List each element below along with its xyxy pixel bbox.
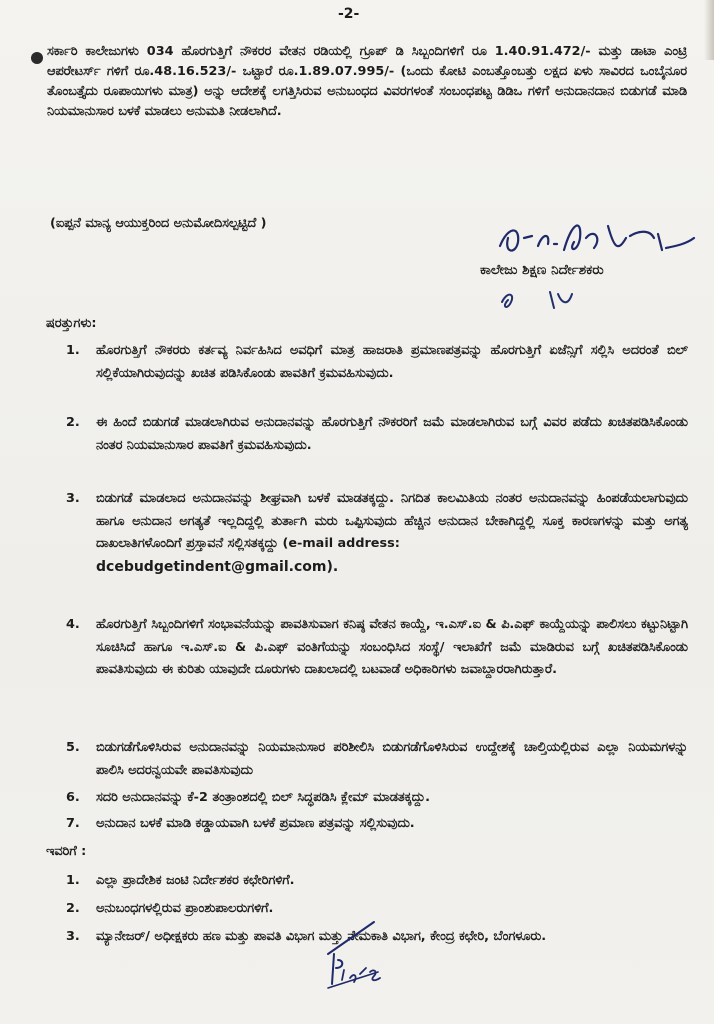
- condition-item: [66, 340, 688, 385]
- approval-note: (ಐಪ್ಪನೆ ಮಾನ್ಯ ಆಯುಕ್ತರಿಂದ ಅನುಮೋದಿಸಲ್ಪಟ್ಟಿದೆ ): [50, 216, 267, 231]
- punch-hole-icon: [31, 52, 43, 64]
- budget-email-link[interactable]: dcebudgetindent@gmail.com).: [96, 558, 339, 575]
- recipient-number: 3.: [66, 929, 80, 944]
- recipient-item: [66, 870, 688, 893]
- condition-text: ಬಿಡುಗಡೆಗೊಳಿಸಿರುವ ಅನುದಾನವನ್ನು ನಿಯಮಾನುಸಾರ ಪರಿಶೀಲಿಸಿ ಬಿಡುಗಡೆಗೊಳಿಸಿರುವ ಉದ್ದೇಶಕ್ಕೆ ಚಾಲ್ತಿಯಲ್ಲಿರುವ ಎಲ್ಲಾ ನಿಯಮಗಳನ್ನು ಪಾಲಿಸಿ ಅದರನ್ವಯವೇ ಪಾವತಿಸುವುದು: [96, 740, 688, 778]
- recipient-number: 2.: [66, 901, 80, 916]
- condition-number: 4.: [66, 617, 80, 632]
- order-paragraph: ಸರ್ಕಾರಿ ಕಾಲೇಜುಗಳು 034 ಹೊರಗುತ್ತಿಗೆ ನೌಕರರ ವೇತನ ರಡಿಯಲ್ಲಿ ಗ್ರೂಪ್ ಡಿ ಸಿಬ್ಬಂದಿಗಳಿಗೆ ರೂ 1.40.91.472/- ಮತ್ತು ಡಾಟಾ ಎಂಟ್ರಿ ಆಪರೇಟರ್ಸ್ ಗಳಿಗೆ ರೂ.48.16.523/- ಒಟ್ಟಾರೆ ರೂ.1.89.07.995/- (ಒಂದು ಕೋಟಿ ಎಂಬತ್ತೊಂಬತ್ತು ಲಕ್ಷದ ಏಳು ಸಾವಿರದ ಒಂಬೈನೂರ ತೊಂಬತ್ತೈದು ರೂಪಾಯಿಗಳು ಮಾತ್ರ) ಅನ್ನು ಆದೇಶಕ್ಕೆ ಲಗತ್ತಿಸಿರುವ ಅನುಬಂಧದ ವಿವರಗಳಂತೆ ಸಂಬಂಧಪಟ್ಟ ಡಿಡಿಒ ಗಳಿಗೆ ಅನುದಾನದಾನ ಬಿಡುಗಡೆ ಮಾಡಿ ನಿಯಮಾನುಸಾರ ಬಳಕೆ ಮಾಡಲು ಅನುಮತಿ ನೀಡಲಾಗಿದೆ.: [47, 44, 687, 119]
- page-edge-shadow: [704, 0, 714, 60]
- condition-number: 7.: [66, 816, 80, 831]
- condition-item: [66, 813, 688, 836]
- signatory-designation: ಕಾಲೇಜು ಶಿಕ್ಷಣ ನಿರ್ದೇಶಕರು: [480, 262, 604, 278]
- director-signature-icon: [490, 208, 700, 268]
- conditions-heading: ಷರತ್ತುಗಳು:: [46, 316, 97, 331]
- recipient-text: ಅನುಬಂಧಗಳಲ್ಲಿರುವ ಪ್ರಾಂಶುಪಾಲರುಗಳಿಗೆ.: [96, 901, 274, 916]
- recipient-text: ಎಲ್ಲಾ ಪ್ರಾದೇಶಿಕ ಜಂಟಿ ನಿರ್ದೇಶಕರ ಕಛೇರಿಗಳಿಗೆ.: [96, 873, 295, 888]
- condition-item: [66, 488, 688, 579]
- condition-number: 1.: [66, 343, 80, 358]
- page-number: -2-: [338, 6, 360, 22]
- initials-mark-icon: [496, 284, 586, 314]
- condition-item: [66, 412, 688, 457]
- condition-number: 5.: [66, 740, 80, 755]
- condition-text: ಅನುದಾನ ಬಳಕೆ ಮಾಡಿ ಕಡ್ಡಾಯವಾಗಿ ಬಳಕೆ ಪ್ರಮಾಣ ಪತ್ರವನ್ನು ಸಲ್ಲಿಸುವುದು.: [96, 816, 415, 831]
- dated-initials-icon: [318, 914, 398, 994]
- recipients-heading: ಇವರಿಗೆ :: [46, 844, 87, 859]
- condition-text: ಸದರಿ ಅನುದಾನವನ್ನು ಕೆ-2 ತಂತ್ರಾಂಶದಲ್ಲಿ ಬಿಲ್ ಸಿದ್ಧಪಡಿಸಿ ಕ್ಲೇಮ್ ಮಾಡತಕ್ಕದ್ದು.: [96, 790, 431, 805]
- recipient-text: ಮ್ಯಾನೇಜರ್/ ಅಧೀಕ್ಷಕರು ಹಣ ಮತ್ತು ಪಾವತಿ ವಿಭಾಗ ಮತ್ತು ನೇಮಕಾತಿ ವಿಭಾಗ, ಕೇಂದ್ರ ಕಛೇರಿ, ಬೆಂಗಳೂರು.: [96, 929, 547, 944]
- condition-item: [66, 737, 688, 782]
- condition-text: [96, 488, 688, 579]
- recipient-number: 1.: [66, 873, 80, 888]
- condition-item: [66, 614, 688, 682]
- condition-text: ಹೊರಗುತ್ತಿಗೆ ಸಿಬ್ಬಂದಿಗಳಿಗೆ ಸಂಭಾವನೆಯನ್ನು ಪಾವತಿಸುವಾಗ ಕನಿಷ್ಠ ವೇತನ ಕಾಯ್ದೆ, ಇ.ಎಸ್.ಐ & ಪಿ.ಎಫ್ ಕಾಯ್ದೆಯನ್ನು ಪಾಲಿಸಲು ಕಟ್ಟುನಿಟ್ಟಾಗಿ ಸೂಚಿಸಿದೆ ಹಾಗೂ ಇ.ಎಸ್.ಐ & ಪಿ.ಎಫ್ ವಂತಿಗೆಯನ್ನು ಸಂಬಂಧಿಸಿದ ಸಂಸ್ಥೆ/ ಇಲಾಖೆಗೆ ಜಮೆ ಮಾಡಿರುವ ಬಗ್ಗೆ ಖಚಿತಪಡಿಸಿಕೊಂಡು ಪಾವತಿಸುವುದು ಈ ಕುರಿತು ಯಾವುದೇ ದೂರುಗಳು ದಾಖಲಾದಲ್ಲಿ ಬಟವಾಡೆ ಅಧಿಕಾರಿಗಳು ಜವಾಬ್ದಾರರಾಗಿರುತ್ತಾರೆ.: [96, 617, 688, 677]
- condition-number: 6.: [66, 790, 80, 805]
- condition-text-body: ಬಿಡುಗಡೆ ಮಾಡಲಾದ ಅನುದಾನವನ್ನು ಶೀಘ್ರವಾಗಿ ಬಳಕೆ ಮಾಡತಕ್ಕದ್ದು. ನಿಗದಿತ ಕಾಲಮಿತಿಯ ನಂತರ ಅನುದಾನವನ್ನು ಹಿಂಪಡೆಯಲಾಗುವುದು ಹಾಗೂ ಅನುದಾನ ಅಗತ್ಯತೆ ಇಲ್ಲದಿದ್ದಲ್ಲಿ ತುರ್ತಾಗಿ ಮರು ಒಪ್ಪಿಸುವುದು ಹೆಚ್ಚಿನ ಅನುದಾನ ಬೇಕಾಗಿದ್ದಲ್ಲಿ ಸೂಕ್ತ ಕಾರಣಗಳನ್ನು ಮತ್ತು ಅಗತ್ಯ ದಾಖಲಾತಿಗಳೊಂದಿಗೆ ಪ್ರಸ್ತಾವನೆ ಸಲ್ಲಿಸತಕ್ಕದ್ದು (e-mail address:: [96, 491, 688, 551]
- condition-text: ಹೊರಗುತ್ತಿಗೆ ನೌಕರರು ಕರ್ತವ್ಯ ನಿರ್ವಹಿಸಿದ ಅವಧಿಗೆ ಮಾತ್ರ ಹಾಜರಾತಿ ಪ್ರಮಾಣಪತ್ರವನ್ನು ಹೊರಗುತ್ತಿಗೆ ಏಜೆನ್ಸಿಗೆ ಸಲ್ಲಿಸಿ ಅದರಂತೆ ಬಿಲ್ ಸಲ್ಲಿಕೆಯಾಗಿರುವುದನ್ನು ಖಚಿತ ಪಡಿಸಿಕೊಂಡು ಪಾವತಿಗೆ ಕ್ರಮವಹಿಸುವುದು.: [96, 343, 688, 381]
- condition-number: 2.: [66, 415, 80, 430]
- condition-item: [66, 787, 688, 810]
- condition-text: ಈ ಹಿಂದೆ ಬಿಡುಗಡೆ ಮಾಡಲಾಗಿರುವ ಅನುದಾನವನ್ನು ಹೊರಗುತ್ತಿಗೆ ನೌಕರರಿಗೆ ಜಮೆ ಮಾಡಲಾಗಿರುವ ಬಗ್ಗೆ ವಿವರ ಪಡೆದು ಖಚಿತಪಡಿಸಿಕೊಂಡು ನಂತರ ನಿಯಮಾನುಸಾರ ಪಾವತಿಗೆ ಕ್ರಮವಹಿಸುವುದು.: [96, 415, 688, 453]
- condition-number: 3.: [66, 491, 80, 506]
